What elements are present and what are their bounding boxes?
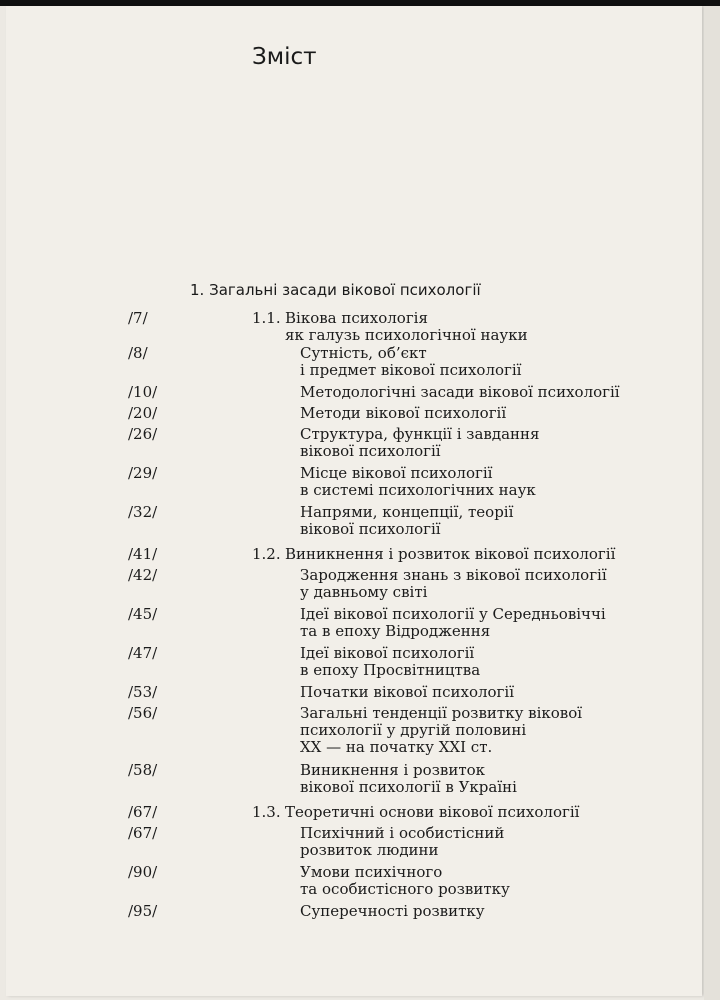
toc-page-number: /32/ [128,503,158,521]
toc-subsection-title: Місце вікової психології в системі психологічних наук [300,464,536,499]
toc-section-title: Виникнення і розвиток вікової психології [285,545,616,563]
toc-page-number: /41/ [128,545,158,563]
toc-subsection-title: Суперечності розвитку [300,902,485,920]
toc-page-number: /42/ [128,566,158,584]
toc-subsection-title: Умови психічного та особистісного розвитку [300,863,510,898]
toc-page-number: /20/ [128,404,158,422]
toc-subsection-title: Ідеї вікової психології в епоху Просвітництва [300,644,481,679]
toc-subsection-title: Методологічні засади вікової психології [300,383,620,401]
page-title: Зміст [252,44,317,70]
toc-subsection-title: Ідеї вікової психології у Середньовіччі та в епоху Відродження [300,605,606,640]
toc-subsection-title: Початки вікової психології [300,683,514,701]
toc-subsection-title: Сутність, об’єкт і предмет вікової психології [300,344,522,379]
page-edge [704,6,720,1000]
toc-subsection-title: Напрями, концепції, теорії вікової психології [300,503,514,538]
toc-page-number: /47/ [128,644,158,662]
toc-page-number: /67/ [128,803,158,821]
toc-page-number: /8/ [128,344,148,362]
toc-page-number: /29/ [128,464,158,482]
toc-page-number: /67/ [128,824,158,842]
toc-section-title: Вікова психологія як галузь психологічної науки [285,309,528,344]
toc-subsection-title: Психічний і особистісний розвиток людини [300,824,505,859]
toc-page-number: /10/ [128,383,158,401]
toc-page-number: /26/ [128,425,158,443]
toc-subsection-title: Загальні тенденції розвитку вікової психології у другій половині XX — на початку XXI ст. [300,704,583,756]
toc-page-number: /95/ [128,902,158,920]
toc-section-number: 1.1. [252,309,281,327]
toc-section-number: 1.2. [252,545,281,563]
chapter-heading: 1. Загальні засади вікової психології [190,281,481,299]
toc-page-number: /90/ [128,863,158,881]
toc-page-number: /7/ [128,309,148,327]
toc-subsection-title: Методи вікової психології [300,404,507,422]
toc-page-number: /58/ [128,761,158,779]
toc-subsection-title: Структура, функції і завдання вікової психології [300,425,540,460]
toc-page-number: /53/ [128,683,158,701]
toc-section-number: 1.3. [252,803,281,821]
toc-page-number: /45/ [128,605,158,623]
toc-section-title: Теоретичні основи вікової психології [285,803,580,821]
toc-subsection-title: Зародження знань з вікової психології у давньому світі [300,566,607,601]
toc-subsection-title: Виникнення і розвиток вікової психології в Україні [300,761,517,796]
toc-page-number: /56/ [128,704,158,722]
